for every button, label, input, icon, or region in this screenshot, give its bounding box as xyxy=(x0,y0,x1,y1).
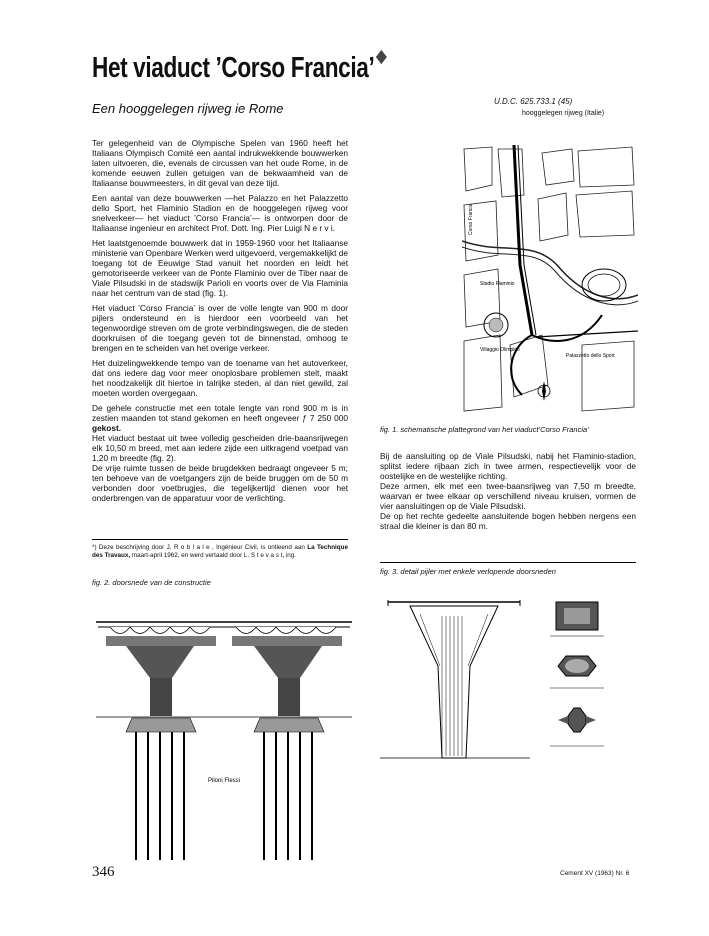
paragraph: Ter gelegenheid van de Olympische Spelen van 1960 heeft het Italiaans Olympisch Comité een aantal indrukwekkende bouwwerken laten uitvoeren, die, evenals de circussen van het oude Rome, in de komende eeuwen zullen getuigen van de bekwaamheid van de Italiaanse bouwmeesters, in dit geval van deze tijd. xyxy=(92,138,348,188)
footnote: *) Deze beschrijving door J. R o b l a l e , Ingénieur Civil, is ontleend aan La Technique des Travaux, maart-april 1962, en werd vertaald door L. S t e v a s t, ing. xyxy=(92,544,348,559)
udc-code: U.D.C. 625.733.1 (45) xyxy=(494,97,573,106)
fig1-caption: fig. 1. schematische plattegrond van het viaduct’Corso Francia’ xyxy=(380,425,589,434)
paragraph: Bij de aansluiting op de Viale Pilsudski, nabij het Flaminio-stadion, splitst iedere rijbaan zich in twee armen, respectievelijk voor de oostelijke en de westelijke richting. xyxy=(380,451,636,481)
article-subtitle: Een hooggelegen rijweg ie Rome xyxy=(92,101,284,116)
left-column-text xyxy=(92,138,348,508)
journal-reference: Cement XV (1963) Nr. 6 xyxy=(560,870,630,877)
fig3-pier-detail xyxy=(380,596,636,772)
map-label: Corso Francia xyxy=(468,203,474,235)
udc-subject: hooggelegen rijweg (Italie) xyxy=(522,110,605,117)
asterisk-icon xyxy=(376,50,387,64)
paragraph: Het viaduct ’Corso Francia’ is over de volle lengte van 900 m door pijlers ondersteund en is hierdoor een voorbeeld van het tegenwoordige streven om de grote verbindingswegen, die de steden doorkruisen of die toegang geven tot de binnenstad, omhoog te brengen en te scheiden van het overige verkeer. xyxy=(92,303,348,353)
paragraph: Deze armen, elk met een twee-baansrijweg van 7,50 m breedte, waarvan er twee elkaar op verschillend niveau kruisen, vormen de vier aansluitingen op de Viale Pilsudski. xyxy=(380,481,636,511)
map-label: Stadio Flaminio xyxy=(480,281,515,287)
article-title: Het viaduct ’Corso Francia’ xyxy=(92,52,385,85)
page-number: 346 xyxy=(92,864,115,880)
paragraph: Het laatstgenoemde bouwwerk dat in 1959-1960 voor het Italiaanse ministerie van Openbare Werken werd uitgevoerd, vergemakkelijkt de toegang tot de Eeuwige Stad vanuit het noorden en leidt het gemotoriseerde verkeer van de Ponte Flaminio over de Tiber naar de Viale Pilsudski in de stadswijk Parioli en voorts over de Via Flaminia naar het centrum van de stad (fig. 1). xyxy=(92,238,348,298)
fig3-divider xyxy=(380,562,636,563)
fig2-label: Piloni Flessi xyxy=(208,778,241,784)
map-label: Villaggio Olimpico xyxy=(480,347,520,353)
fig3-caption: fig. 3. detail pijler met enkele verlopende doorsneden xyxy=(380,567,556,576)
paragraph: De op het rechte gedeelte aansluitende bogen hebben nergens een straal die kleiner is dan 80 m. xyxy=(380,511,636,531)
fig2-cross-section xyxy=(96,596,352,866)
fig2-caption: fig. 2. doorsnede van de constructie xyxy=(92,578,211,587)
footnote-divider xyxy=(92,539,348,540)
paragraph: De gehele constructie met een totale lengte van rond 900 m is in zestien maanden tot stand gekomen en heeft ongeveer ƒ 7 250 000 gekost. Het viaduct bestaat uit twee volledig gescheiden drie-baansrijwegen elk 10,50 m breed, met aan iedere zijde een uitkragend voetpad van 1,20 m breedte (fig. 2). De vrije ruimte tussen de beide brugdekken bedraagt ongeveer 5 m; ten behoeve van de voetgangers zijn de beide bruggen om de 50 m verbonden door voetbrugjes, die tegelijkertijd dienen voor het onderbrengen van de apparatuur voor de verlichting. xyxy=(92,403,348,503)
right-column-text xyxy=(380,451,636,531)
fig1-map xyxy=(462,145,638,415)
map-label: Palazzetto dello Sport xyxy=(566,353,615,359)
paragraph: Het duizelingwekkende tempo van de toename van het autoverkeer, dat ons iedere dag voor meer onoplosbare problemen stelt, maakt het noodzakelijk dit hiertoe in talrijke steden, al dan niet gewild, zal moeten worden overgegaan. xyxy=(92,358,348,398)
paragraph: Een aantal van deze bouwwerken —het Palazzo en het Palazzetto dello Sport, het Flaminio Stadion en de hooggelegen rijweg voor snelverkeer— het viaduct ’Corso Francia’— is ontworpen door de Italiaanse ingenieur en architect Prof. Dott. Ing. Pier Luigi N e r v i. xyxy=(92,193,348,233)
